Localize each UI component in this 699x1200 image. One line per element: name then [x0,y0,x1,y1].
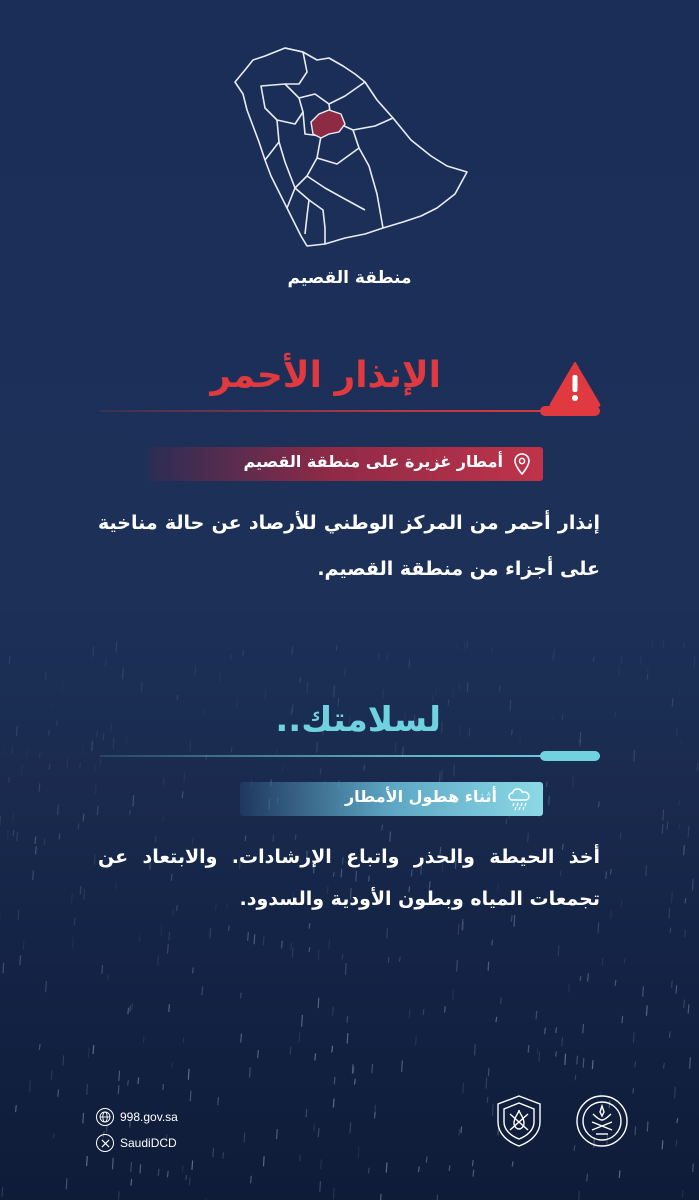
safety-tag [240,782,543,816]
warning-icon [548,360,602,408]
alert-body: إنذار أحمر من المركز الوطني للأرصاد عن حالة مناخية على أجزاء من منطقة القصيم. [98,512,600,580]
website-text: 998.gov.sa [120,1110,178,1124]
safety-title: لسلامتك.. [275,700,441,740]
safety-tag-text: أثناء هطول الأمطار [344,787,497,806]
footer-links [96,1104,178,1156]
region-label: منطقة القصيم [287,268,412,288]
x-account-link[interactable] [96,1130,178,1156]
safety-divider [100,755,600,757]
saudi-map [225,38,475,253]
location-pin-icon [513,453,531,475]
qassim-region [225,38,475,253]
civil-defense-emblem-icon [490,1092,548,1150]
alert-tag [148,447,543,481]
alert-tag-text: أمطار غزيرة على منطقة القصيم [243,452,503,471]
alert-title: الإنذار الأحمر [210,355,441,396]
alert-divider [100,410,600,412]
safety-body: أخذ الحيطة والحذر واتباع الإرشادات. والابتعاد عن تجمعات المياه وبطون الأودية والسدود. [98,846,600,910]
globe-icon [96,1108,114,1126]
website-link[interactable] [96,1104,178,1130]
rain-cloud-icon [507,787,533,811]
interior-ministry-emblem-icon [573,1092,631,1150]
x-logo-icon [96,1134,114,1152]
x-handle-text: SaudiDCD [120,1136,177,1150]
